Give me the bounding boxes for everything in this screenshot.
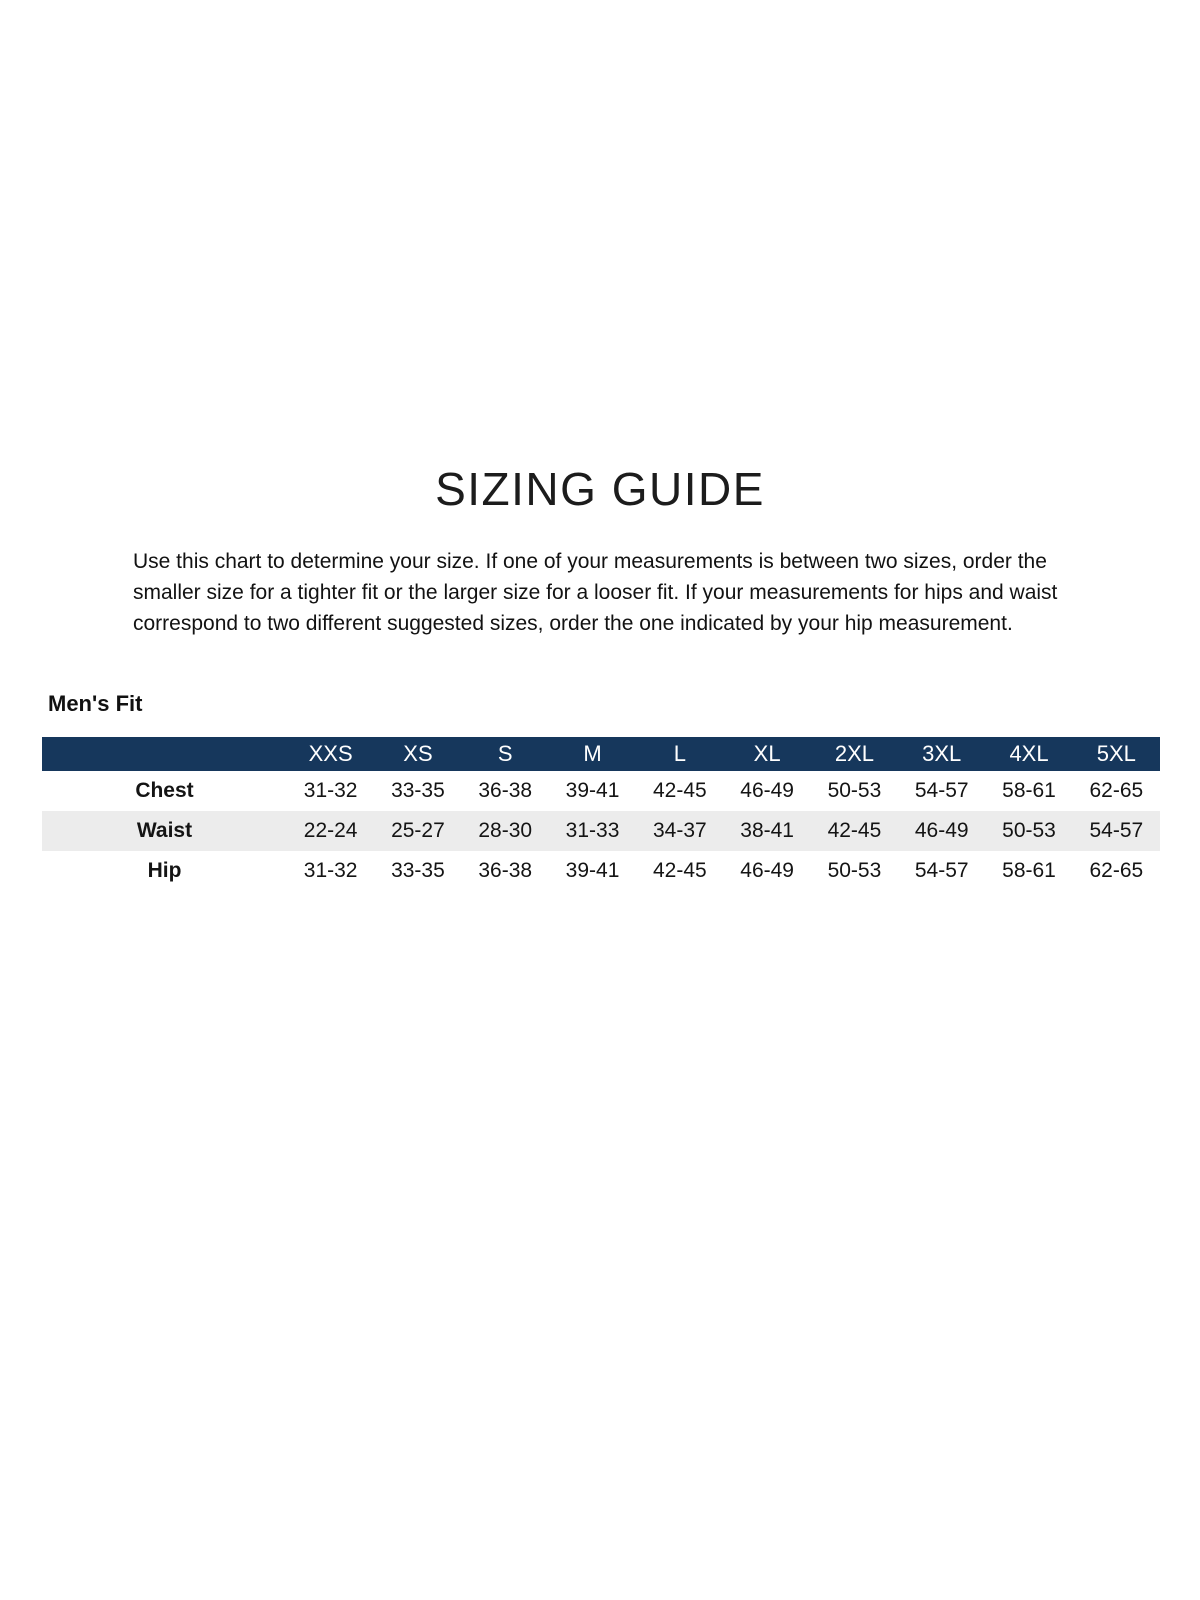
column-header-5xl: 5XL (1073, 737, 1160, 771)
page-title: SIZING GUIDE (435, 463, 765, 515)
size-cell: 50-53 (827, 859, 882, 882)
size-cell: 62-65 (1089, 859, 1144, 882)
size-cell: 50-53 (1002, 819, 1056, 842)
mens-fit-label: Men's Fit (48, 691, 143, 716)
size-cell: 33-35 (391, 859, 445, 882)
size-cell: 31-32 (303, 779, 358, 802)
size-cell: 58-61 (1002, 779, 1056, 802)
size-cell: 46-49 (740, 859, 794, 882)
size-cell: 50-53 (827, 779, 882, 802)
header-corner-cell (42, 737, 287, 771)
size-cell: 54-57 (914, 859, 969, 882)
size-cell: 46-49 (914, 819, 969, 842)
size-cell: 46-49 (740, 779, 794, 802)
intro-paragraph: Use this chart to determine your size. If one of your measurements is between two sizes, order the smaller size for a tighter fit or the larger size for a looser fit. If your measurements for hips and waist correspond to two different suggested sizes, order the one indicated by your hip measurement. (133, 550, 1058, 635)
column-header-3xl: 3XL (898, 737, 985, 771)
row-label-waist: Waist (136, 819, 193, 842)
size-cell: 22-24 (303, 819, 358, 842)
size-cell: 36-38 (478, 859, 533, 882)
column-header-xxs: XXS (287, 737, 374, 771)
size-cell: 42-45 (652, 779, 707, 802)
size-cell: 54-57 (914, 779, 969, 802)
size-cell: 34-37 (652, 819, 707, 842)
sizing-table (42, 737, 1160, 891)
size-cell: 54-57 (1089, 819, 1144, 842)
column-header-2xl: 2XL (811, 737, 898, 771)
size-cell: 62-65 (1089, 779, 1144, 802)
row-label-chest: Chest (135, 779, 194, 802)
size-cell: 33-35 (391, 779, 445, 802)
size-cell: 28-30 (478, 819, 533, 842)
size-cell: 31-32 (303, 859, 358, 882)
row-label-hip: Hip (147, 859, 182, 882)
column-header-xl: XL (723, 737, 810, 771)
size-header-row (42, 737, 1160, 771)
table-row-waist (42, 811, 1160, 851)
column-header-l: L (636, 737, 723, 771)
size-cell: 42-45 (652, 859, 707, 882)
size-cell: 36-38 (478, 779, 533, 802)
size-cell: 58-61 (1002, 859, 1056, 882)
column-header-m: M (549, 737, 636, 771)
table-row-hip (42, 851, 1160, 891)
size-cell: 25-27 (391, 819, 445, 842)
size-cell: 38-41 (740, 819, 794, 842)
table-row-chest (42, 771, 1160, 811)
column-header-4xl: 4XL (985, 737, 1072, 771)
column-header-s: S (462, 737, 549, 771)
column-header-xs: XS (374, 737, 461, 771)
size-cell: 39-41 (565, 859, 620, 882)
size-cell: 39-41 (565, 779, 620, 802)
size-cell: 31-33 (565, 819, 620, 842)
size-cell: 42-45 (827, 819, 882, 842)
